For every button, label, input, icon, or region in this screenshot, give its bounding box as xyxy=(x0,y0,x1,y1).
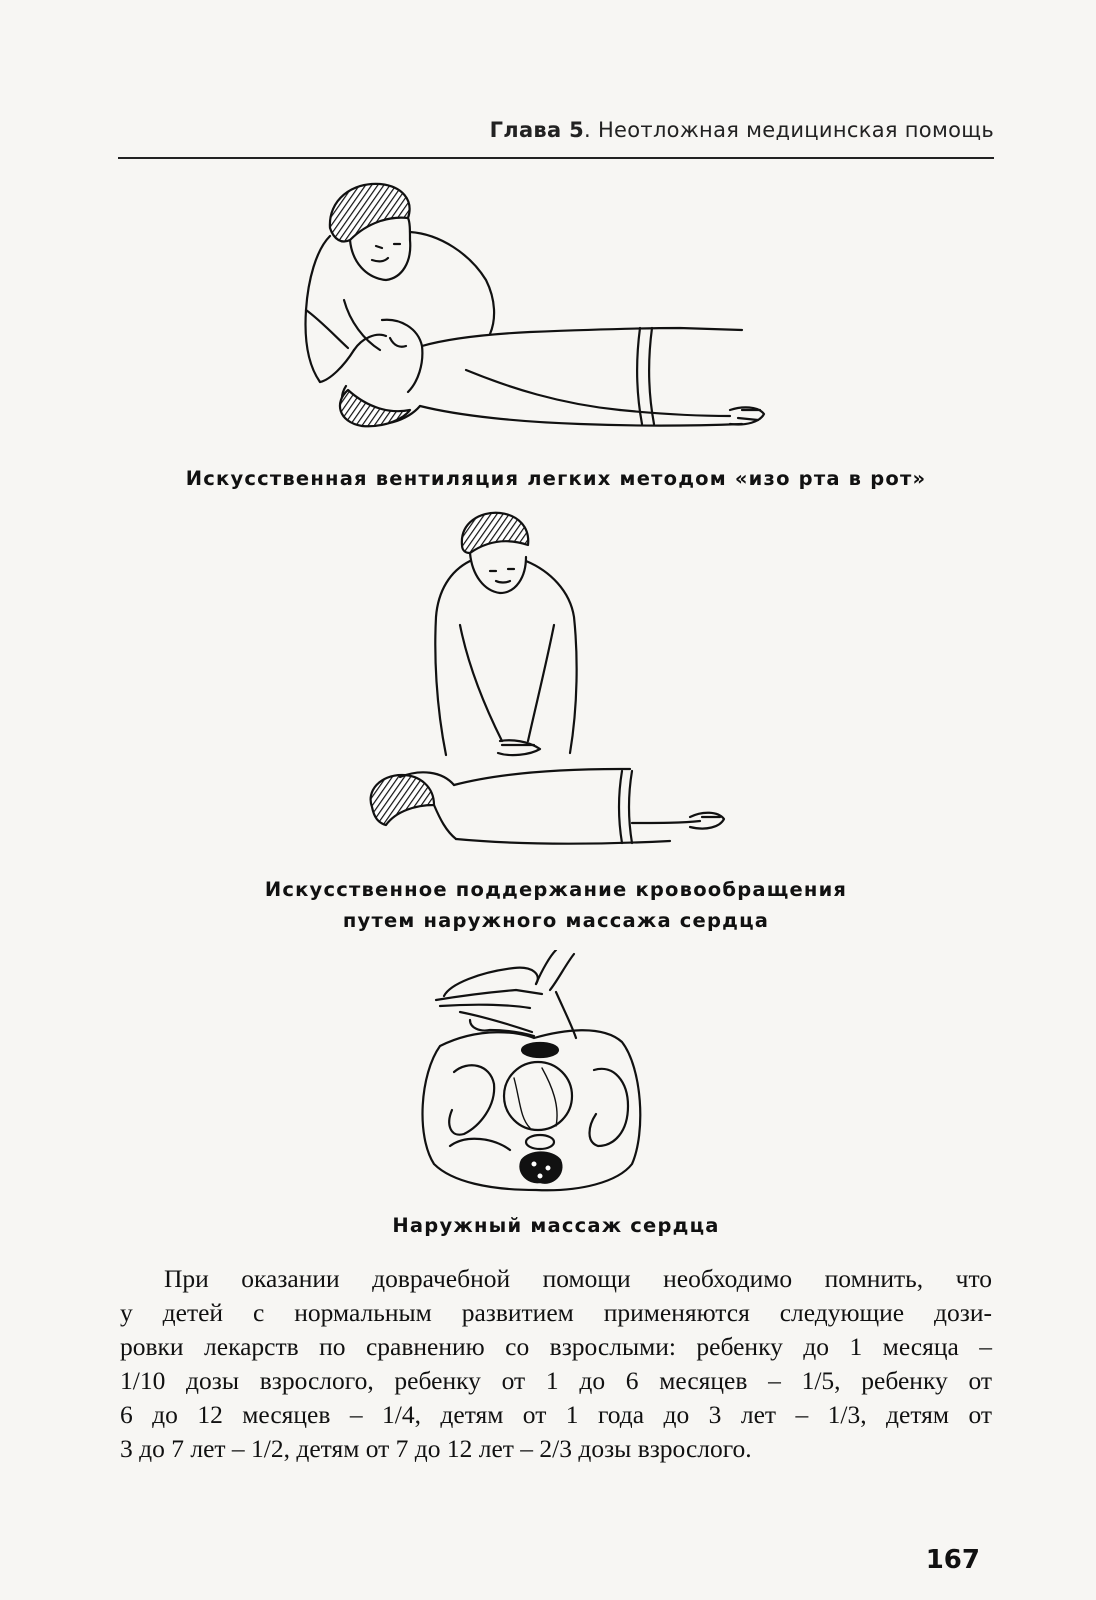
figure-mouth-to-mouth xyxy=(290,170,790,450)
paragraph-line: 3 до 7 лет – 1/2, детям от 7 до 12 лет – 2/3 дозы взрослого. xyxy=(120,1434,752,1463)
illustration-heart-massage xyxy=(410,950,660,1200)
body-paragraph xyxy=(120,1262,992,1466)
figure-chest-compression xyxy=(350,505,740,875)
paragraph-line: 1/10 дозы взрослого, ребенку от 1 до 6 месяцев – 1/5, ребенку от xyxy=(120,1366,992,1395)
caption-line: путем наружного массажа сердца xyxy=(342,909,770,932)
page-number: 167 xyxy=(925,1545,980,1575)
figure-3-caption xyxy=(118,1210,994,1241)
figure-1-caption xyxy=(118,463,994,494)
caption-line: Наружный массаж сердца xyxy=(392,1214,720,1237)
header-rule xyxy=(118,157,994,159)
illustration-chest-compression xyxy=(350,505,740,875)
figure-2-caption xyxy=(118,874,994,936)
paragraph-line: ровки лекарств по сравнению со взрослыми: ребенку до 1 месяца – xyxy=(120,1332,992,1361)
illustration-mouth-to-mouth xyxy=(290,170,790,450)
chapter-title: Неотложная медицинская помощь xyxy=(597,118,994,142)
caption-line: Искусственное поддержание кровообращения xyxy=(264,878,848,901)
paragraph-line: 6 до 12 месяцев – 1/4, детям от 1 года до 3 лет – 1/3, детям от xyxy=(120,1400,992,1429)
chapter-separator: . xyxy=(584,118,598,142)
paragraph-line: При оказании доврачебной помощи необходимо помнить, что xyxy=(164,1264,992,1293)
figure-heart-massage xyxy=(410,950,660,1200)
caption-line: Искусственная вентиляция легких методом «изо рта в рот» xyxy=(185,467,927,490)
running-header xyxy=(118,118,994,142)
paragraph-line: у детей с нормальным развитием применяются следующие дози- xyxy=(120,1298,992,1327)
chapter-label: Глава 5 xyxy=(489,118,585,142)
